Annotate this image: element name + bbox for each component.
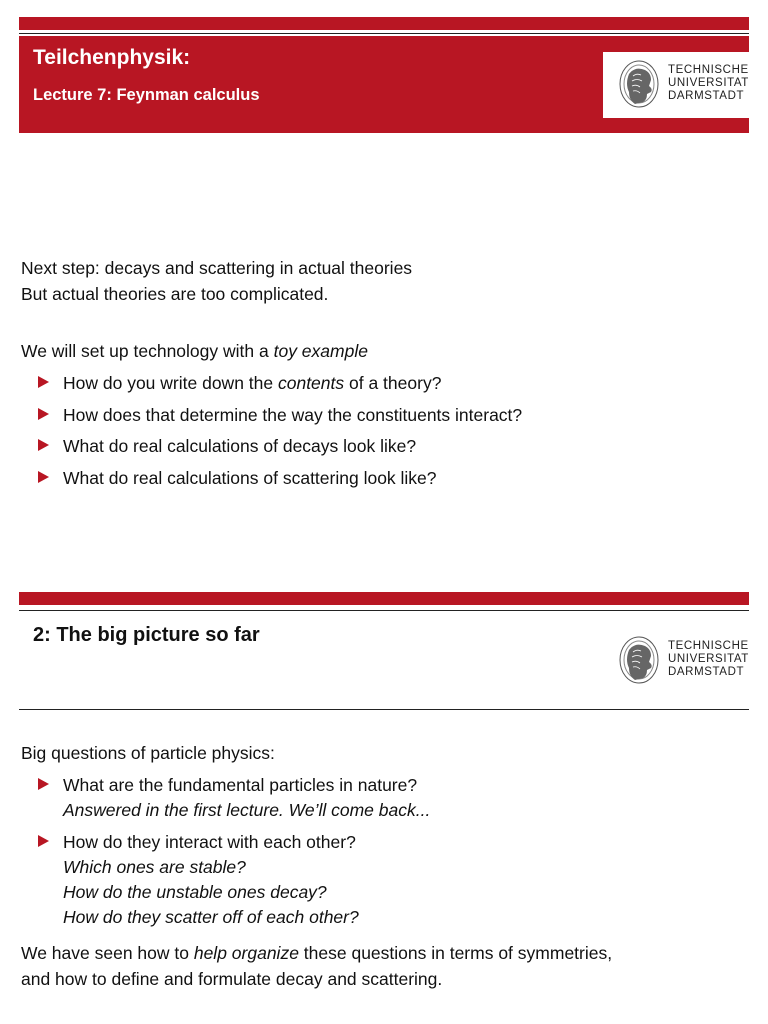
header-rule (19, 610, 749, 611)
bullet-text (63, 775, 430, 821)
logo-wordmark (668, 64, 749, 103)
slide-title: Teilchenphysik: (33, 46, 191, 69)
bullet-sub: Answered in the first lecture. We’ll come back... (63, 800, 431, 820)
title-divider (19, 709, 749, 710)
logo-line-1: TECHNISCHE (668, 64, 749, 76)
bullet-text: How does that determine the way the constituents interact? (63, 405, 523, 425)
bullet-text (63, 832, 359, 928)
triangle-bullet-icon (38, 471, 49, 483)
intro-line: Next step: decays and scattering in actual theories (21, 258, 413, 278)
logo-line-2: UNIVERSITAT (668, 77, 749, 89)
logo-box (603, 52, 749, 118)
slide-2 (0, 590, 768, 1024)
logo-line-3: DARMSTADT (668, 666, 745, 678)
slide-title: 2: The big picture so far (33, 624, 260, 646)
triangle-bullet-icon (38, 835, 49, 847)
intro-line: But actual theories are too complicated. (21, 284, 329, 304)
intro-line: Big questions of particle physics: (21, 743, 275, 763)
university-seal-icon (617, 58, 661, 110)
logo-line-2: UNIVERSITAT (668, 653, 749, 665)
bullet-text: What do real calculations of scattering look like? (63, 468, 437, 488)
bullet-sub: How do they scatter off of each other? (63, 907, 359, 927)
triangle-bullet-icon (38, 439, 49, 451)
bullet-sub: How do the unstable ones decay? (63, 882, 327, 902)
intro-paragraph (21, 255, 412, 307)
bullet-sub: Which ones are stable? (63, 857, 246, 877)
header-accent-bar (19, 592, 749, 605)
triangle-bullet-icon (38, 376, 49, 388)
triangle-bullet-icon (38, 408, 49, 420)
closing-emphasis: help organize (193, 943, 299, 963)
header-accent-bar (19, 17, 749, 30)
toy-example-text: We will set up technology with a (21, 341, 274, 361)
bullet-emphasis: contents (277, 373, 345, 393)
logo-line-3: DARMSTADT (668, 90, 745, 102)
logo-wordmark (668, 640, 749, 679)
bullet-main: What are the fundamental particles in nature? (63, 775, 418, 795)
triangle-bullet-icon (38, 778, 49, 790)
bullet-text: How do you write down the contents of a theory? (63, 373, 442, 393)
title-band (19, 36, 749, 133)
toy-example-emphasis: toy example (273, 341, 368, 361)
closing-paragraph (21, 940, 612, 992)
header-rule (19, 33, 749, 34)
bullet-main: How do they interact with each other? (63, 832, 356, 852)
logo-line-1: TECHNISCHE (668, 640, 749, 652)
closing-line: and how to define and formulate decay and scattering. (21, 969, 443, 989)
bullet-text: What do real calculations of decays look like? (63, 436, 417, 456)
closing-line: We have seen how to help organize these questions in terms of symmetries, (21, 943, 613, 963)
slide-subtitle: Lecture 7: Feynman calculus (33, 86, 260, 104)
university-seal-icon (617, 634, 661, 686)
toy-example-line (21, 341, 368, 362)
